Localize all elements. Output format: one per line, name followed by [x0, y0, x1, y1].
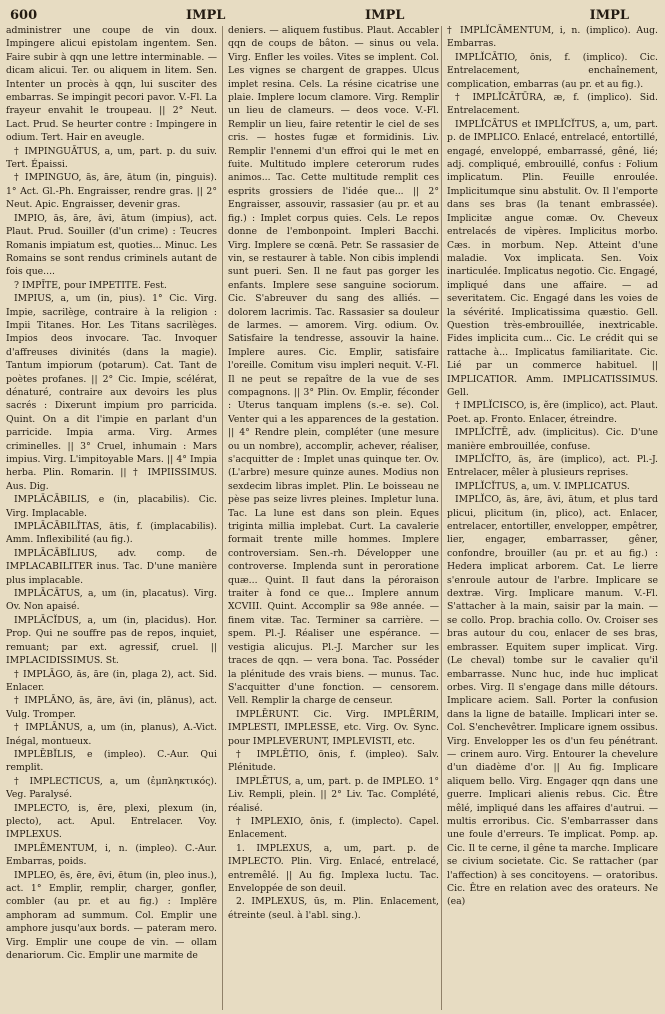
dictionary-entry: † IMPLECTICUS, a, um (ἐμπληκτικός). Veg. Paralysé. [6, 775, 217, 801]
dictionary-entry: 2. IMPLEXUS, ūs, m. Plin. Enlacement, étreinte (seul. à l'abl. sing.). [228, 896, 439, 921]
dictionary-entry: administrer une coupe de vin doux. Impingere alicui epistolam ingentem. Sen. Faire subir à qqn une lettre interminable. — dicam alicui. Ter. ou aliquem in litem. Sen. Intenter un procès à qqn, lui susciter des embarras. Se impingit pecori pavor. V.-Fl. La frayeur envahit le troupeau. || 2° Neut. Lact. Prud. Se heurter contre : Impingere in odium. Tert. Hair en aveugle. [6, 25, 217, 144]
running-header [10, 8, 653, 24]
dictionary-entry: IMPLĀCĀBILĬTAS, ātis, f. (implacabilis). Amm. Inflexibilité (au fig.). [6, 521, 217, 546]
column-left [6, 24, 217, 1010]
column-middle [228, 24, 439, 1010]
dictionary-entry: IMPLĒBĬLIS, e (impleo). C.-Aur. Qui remplit. [6, 748, 217, 774]
column-divider [441, 26, 442, 1010]
dictionary-entry: † IMPLĀNUS, a, um (in, planus), A.-Vict. Inégal, montueux. [6, 722, 217, 747]
dictionary-entry: IMPLĀCĀBILIS, e (in, placabilis). Cic. Virg. Implacable. [6, 494, 217, 519]
dictionary-entry: † IMPLĒTIO, ōnis, f. (impleo). Salv. Plénitude. [228, 748, 439, 774]
dictionary-entry: † IMPLĀNO, ās, āre, āvi (in, plānus), act. Vulg. Tromper. [6, 695, 217, 720]
guide-word-right: IMPL [589, 8, 629, 23]
column-right [447, 24, 658, 1010]
dictionary-entry: ? IMPĪTE, pour IMPETITE. Fest. [14, 279, 167, 291]
dictionary-entry: IMPLĒTUS, a, um, part. p. de IMPLEO. 1° Liv. Rempli, plein. || 2° Liv. Tac. Complété, réalisé. [228, 775, 439, 814]
dictionary-entry: IMPIO, ās, āre, āvi, ātum (impius), act. Plaut. Prud. Souiller (d'un crime) : Teucres Romanis impiatum est, quoties... Minuc. Les Romains se sont rendus criminels autant de fois que.... [6, 212, 217, 278]
dictionary-entry: † IMPLĬCĀTŪRA, æ, f. (implico). Sid. Entrelacement. [447, 92, 658, 117]
dictionary-entry: † IMPLĀGO, ās, āre (in, plaga 2), act. Sid. Enlacer. [6, 668, 217, 693]
dictionary-entry: IMPLĬCĀTUS et IMPLĬCĬTUS, a, um, part. p. de IMPLICO. Enlacé, entrelacé, entortillé, engagé, enveloppé, embarrassé, gêné, lié; adj. compliqué, embrouillé, confus : Folium implicatum. Plin. Feuille enroulée. Implicitumque sinu abstulit. Ov. Il l'emporte dans ses bras (la tenant embrassée). Implicitæ angue comæ. Ov. Cheveux entrelacés de vipères. Implicitus morbo. Cæs. in morbum. Nep. Atteint d'une maladie. Vox implicata. Sen. Voix inarticulée. Implicatus negotio. Cic. Engagé, impliqué dans une affaire. — ad severitatem. Cic. Engagé dans les voies de la sévérité. Implicatissima quæstio. Gell. Question très-embrouillée, inextricable. Fides implicita cum... Cic. Le crédit qui se rattache à... Implicatus familiaritate. Cic. Lié par un commerce habituel. || IMPLICATIOR. Amm. IMPLICATISSIMUS. Gell. [447, 118, 658, 398]
dictionary-entry: IMPLĬCĀTIO, ōnis, f. (implico). Cic. Entrelacement, enchaînement, complication, embarras (au pr. et au fig.). [447, 51, 658, 90]
page-number: 600 [10, 8, 38, 23]
dictionary-entry: † IMPLĬCISCO, is, ĕre (implico), act. Plaut. Poet. ap. Fronto. Enlacer, étreindre. [447, 400, 658, 425]
dictionary-entry: IMPLĬCĬTUS, a, um. V. IMPLICATUS. [455, 480, 630, 492]
dictionary-entry: IMPLĀCĀTUS, a, um (in, placatus). Virg. Ov. Non apaisé. [6, 588, 217, 613]
dictionary-entry: IMPLĬCĬTO, ās, āre (implico), act. Pl.-J. Entrelacer, mêler à plusieurs reprises. [447, 454, 658, 479]
dictionary-entry: 1. IMPLEXUS, a, um, part. p. de IMPLECTO. Plin. Virg. Enlacé, entrelacé, entremêlé. || Au fig. Implexa luctu. Tac. Enveloppée de son deuil. [228, 842, 439, 894]
dictionary-entry: IMPLĬCO, ās, āre, āvi, ātum, et plus tard plicui, plicitum (in, plico), act. Enlacer, entrelacer, entortiller, envelopper, empêtrer, lier, engager, embarrasser, gêner, confondre, brouiller (au pr. et au fig.) : Hedera implicat arborem. Cat. Le lierre s'enroule autour de l'arbre. Implicare se dextræ. Virg. Implicare manum. V.-Fl. S'attacher à la main, saisir par la main. — se collo. Prop. brachia collo. Ov. Croiser ses bras autour du cou, enlacer de ses bras, embrasser. Equitem super implicat. Virg. (Le cheval) tombe sur le cavalier qu'il embarrasse. Nunc huc, inde huc implicat orbes. Virg. Il s'engage dans mille détours. Implicare aciem. Sall. Porter la confusion dans la ligne de bataille. Implicari inter se. Col. S'enchevêtrer. Implicare ignem ossibus. Virg. Envelopper les os d'un feu pénétrant. — crinem auro. Virg. Entourer la chevelure d'un diadème d'or. || Au fig. Implicare aliquem bello. Virg. Engager qqn dans une guerre. Implicari alienis rebus. Cic. Être mêlé, impliqué dans les affaires d'autrui. — multis erroribus. Cic. S'embarrasser dans une foule d'erreurs. Te implicat. Pomp. ap. Cic. Il te cerne, il gêne ta marche. Implicare se civium societate. Cic. Se rattacher (par l'affection) à ses concitoyens. — oratoribus. Cic. Être en relation avec des orateurs. Ne (ea) [447, 494, 658, 908]
guide-word-left: IMPL [186, 8, 226, 23]
dictionary-entry: † IMPINGUO, ās, āre, ātum (in, pinguis). 1° Act. Gl.-Ph. Engraisser, rendre gras. || 2° Neut. Apic. Engraisser, devenir gras. [6, 172, 217, 211]
column-divider [222, 26, 223, 1010]
dictionary-entry: † IMPINGUĀTUS, a, um, part. p. du suiv. Tert. Épaissi. [6, 145, 217, 171]
dictionary-entry: IMPLĒMENTUM, i, n. (impleo). C.-Aur. Embarras, poids. [6, 842, 217, 868]
dictionary-entry: IMPLĀCĀBĬLIUS, adv. comp. de IMPLACABILITER inus. Tac. D'une manière plus implacable. [6, 547, 217, 586]
dictionary-entry: † IMPLĬCĀMENTUM, i, n. (implico). Aug. Embarras. [447, 25, 658, 50]
guide-word-center: IMPL [365, 8, 405, 23]
dictionary-entry: IMPLĒRUNT. Cic. Virg. IMPLĒRIM, IMPLESTI, IMPLESSE, etc. Virg. Ov. Sync. pour IMPLEVERUNT, IMPLEVISTI, etc. [228, 708, 439, 747]
dictionary-entry: IMPLĀCĬDUS, a, um (in, placidus). Hor. Prop. Qui ne souffre pas de repos, inquiet, remuant; par ext. agressif, cruel. || IMPLACIDISSIMUS. St. [6, 614, 217, 667]
dictionary-entry: IMPLECTO, is, ēre, plexi, plexum (in, plecto), act. Apul. Entrelacer. Voy. IMPLEXUS. [6, 802, 217, 841]
dictionary-entry: IMPLEO, ēs, ēre, ēvi, ētum (in, pleo inus.), act. 1° Emplir, remplir, charger, gonfler, combler (au pr. et au fig.) : Implēre amphoram ad summum. Col. Emplir une amphore jusqu'aux bords. — pateram mero. Virg. Emplir une coupe de vin. — ollam denariorum. Cic. Emplir une marmite de [6, 869, 217, 962]
dictionary-entry: IMPIUS, a, um (in, pius). 1° Cic. Virg. Impie, sacrilège, contraire à la religion : Impii Titanes. Hor. Les Titans sacrilèges. Impios deos invocare. Tac. Invoquer d'affreuses divinités (dans la magie). Tantum impiorum (potarum). Cat. Tant de poètes profanes. || 2° Cic. Impie, scélérat, dénaturé, contraire aux devoirs les plus sacrés : Dixerunt impium pro parricida. Quint. On a dit l'impie en parlant d'un parricide. Impia arma. Virg. Armes criminelles. || 3° Cruel, inhumain : Mars impius. Virg. L'impitoyable Mars. || 4° Impia herba. Plin. Romarin. || † IMPIISSIMUS. Aus. Dig. [6, 293, 217, 492]
dictionary-entry: † IMPLEXIO, ōnis, f. (implecto). Capel. Enlacement. [228, 815, 439, 841]
dictionary-entry: IMPLĬCĬTĒ, adv. (implicitus). Cic. D'une manière embrouillée, confuse. [447, 427, 658, 452]
dictionary-entry: deniers. — aliquem fustibus. Plaut. Accabler qqn de coups de bâton. — sinus ou vela. Virg. Enfler les voiles. Vites se implent. Col. Les vignes se chargent de grappes. Ulcus implet resina. Cels. La résine cicatrise une plaie. Implere locum clamore. Virg. Remplir un lieu de clameurs. — deos voce. V.-Fl. Remplir un lieu, faire retentir le ciel de ses cris. — hostes fugæ et formidinis. Liv. Remplir l'ennemi d'un effroi qui le met en fuite. Multitudo implere ceterorum rudes animos... Tac. Cette multitude remplit ces esprits grossiers de l'idée que... || 2° Engraisser, assouvir, rassasier (au pr. et au fig.) : Implet corpus quies. Cels. Le repos donne de l'embonpoint. Impleri Bacchi. Virg. Implere se cœnā. Petr. Se rassasier de vin, se restaurer à table. Non cibis implendi sunt pueri. Sen. Il ne faut pas gorger les enfants. Implere sese sanguine sociorum. Cic. S'abreuver du sang des alliés. — dolorem lacrimis. Tac. Rassasier sa douleur de larmes. — amorem. Virg. odium. Ov. Satisfaire la tendresse, assouvir la haine. Implere aures. Cic. Emplir, satisfaire l'oreille. Comitum visu impleri nequit. V.-Fl. Il ne peut se repaître de la vue de ses compagnons. || 3° Plin. Ov. Emplir, féconder : Uterus tanquam implens (s.-e. se). Col. Venter qui a les apparences de la gestation. || 4° Rendre plein, compléter (une mesure ou un nombre), accomplir, achever, réaliser, s'acquitter de : Implet unas quinque ter. Ov. (L'arbre) mesure quinze aunes. Modius non sexdecim libras implet. Plin. Le boisseau ne pèse pas seize livres pleines. Impletur luna. Tac. La lune est dans son plein. Eques triginta millia implebat. Curt. La cavalerie formait trente mille hommes. Implere controversiam. Sen.-rh. Développer une controverse. Implenda sunt in peroratione quæ... Quint. Il faut dans la péroraison traiter à fond ce que... Implere annum XCVIII. Quint. Accomplir sa 98e année. — finem vitæ. Tac. Terminer sa carrière. — spem. Pl.-J. Réaliser une espérance. — vestigia alicujus. Pl.-J. Marcher sur les traces de qqn. — vera bona. Tac. Posséder la plénitude des vrais biens. — munus. Tac. S'acquitter d'une fonction. — censorem. Vell. Remplir la charge de censeur. [228, 25, 439, 707]
